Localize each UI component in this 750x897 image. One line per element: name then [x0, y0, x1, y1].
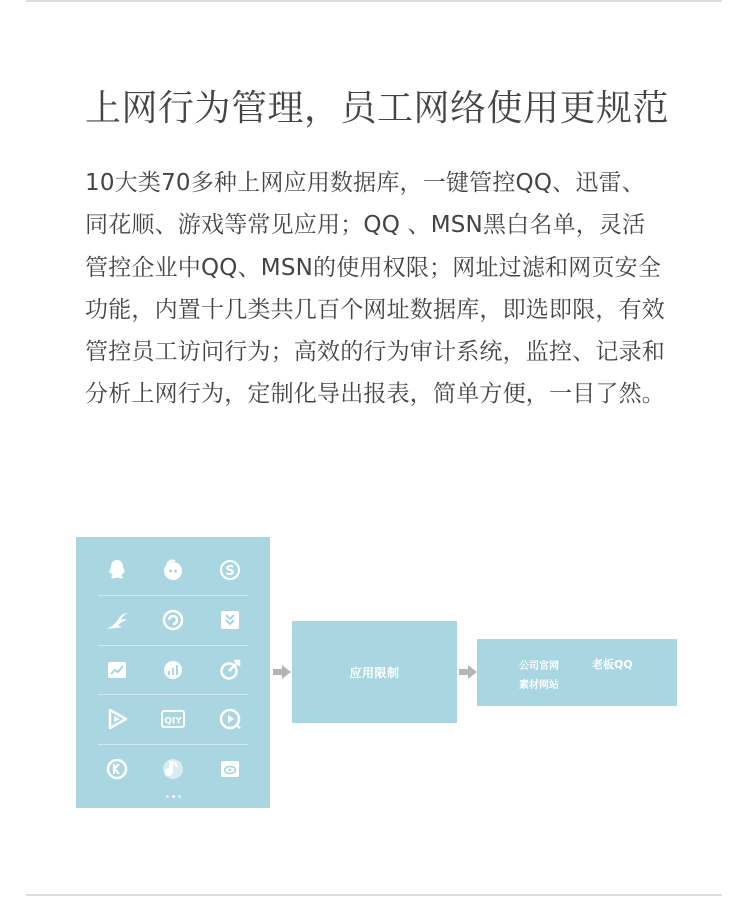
arrow-right-icon	[459, 665, 477, 679]
player-icon	[215, 704, 245, 734]
music-icon	[158, 754, 188, 784]
bottom-divider	[26, 894, 722, 896]
app-grid-panel	[76, 537, 270, 808]
restricted-item: 素材网站	[519, 680, 559, 691]
svg-text:S: S	[225, 564, 235, 579]
page-dot-active	[172, 795, 175, 798]
app-restriction-label: 应用限制	[349, 665, 400, 680]
stock-chart-icon	[102, 655, 132, 685]
browser-icon	[158, 605, 188, 635]
top-divider	[26, 0, 722, 2]
app-row	[98, 645, 248, 695]
weibo-icon	[215, 754, 245, 784]
game-icon	[215, 655, 245, 685]
restricted-sites-box	[477, 639, 677, 706]
page-title: 上网行为管理，员工网络使用更规范	[85, 88, 670, 129]
qq-icon	[102, 555, 132, 585]
download-icon	[215, 605, 245, 635]
app-restriction-box	[292, 621, 457, 723]
video-play-icon	[102, 704, 132, 734]
finance-icon	[158, 655, 188, 685]
fetion-icon	[158, 555, 188, 585]
page-dot	[178, 795, 181, 798]
app-row	[98, 744, 248, 794]
restricted-item: 公司官网	[519, 661, 559, 672]
app-row	[98, 545, 248, 595]
restricted-item: 老板QQ	[592, 658, 633, 671]
page-indicator	[76, 795, 270, 798]
karaoke-icon	[102, 754, 132, 784]
page-dot	[166, 795, 169, 798]
iqiyi-icon	[158, 704, 188, 734]
feature-description: 10大类70多种上网应用数据库，一键管控QQ、迅雷、同花顺、游戏等常见应用；QQ 、MSN黑白名单，灵活管控企业中QQ、MSN的使用权限；网址过滤和网页安全功能，内置十几类共几百个网址数据库，即选即限，有效管控员工访问行为；高效的行为审计系统，监控、记录和分析上网行为，定制化导出报表，简单方便，一目了然。	[85, 170, 665, 408]
app-row	[98, 694, 248, 744]
arrow-right-icon	[273, 665, 291, 679]
app-row	[98, 595, 248, 645]
swallow-icon	[102, 605, 132, 635]
iqiyi-label: QIY	[164, 716, 182, 727]
skype-icon	[215, 555, 245, 585]
